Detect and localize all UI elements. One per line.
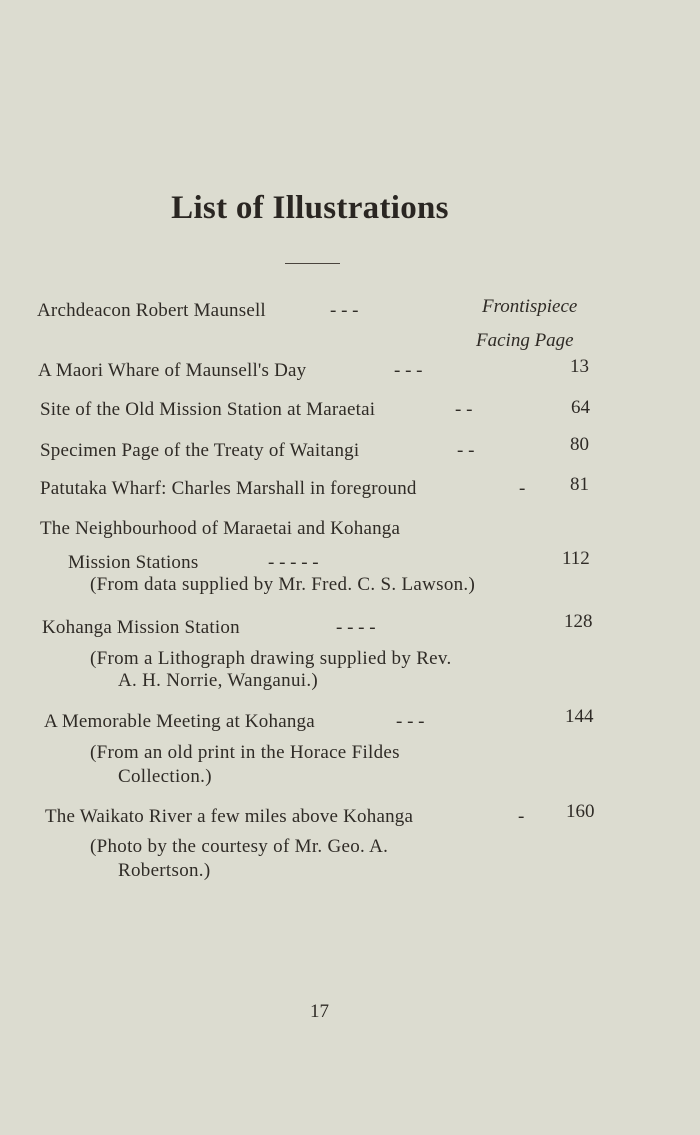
entry-dashes: - - - - xyxy=(336,617,376,638)
entry-page: 80 xyxy=(570,434,589,455)
entry-page: 112 xyxy=(562,548,590,569)
page-number: 17 xyxy=(310,1001,329,1022)
entry-title: Specimen Page of the Treaty of Waitangi xyxy=(40,440,360,461)
entry-dashes: - - - xyxy=(330,300,359,321)
entry-note: (Photo by the courtesy of Mr. Geo. A. xyxy=(90,836,389,857)
entry-title: Site of the Old Mission Station at Maraetai xyxy=(40,399,376,420)
entry-dashes: - - xyxy=(457,440,475,461)
entry-dashes: - xyxy=(519,478,526,499)
entry-title: Kohanga Mission Station xyxy=(42,617,240,638)
entry-title-continued: Mission Stations xyxy=(68,552,199,573)
entry-page: 144 xyxy=(565,706,594,727)
page-title: List of Illustrations xyxy=(171,190,449,226)
entry-title: The Neighbourhood of Maraetai and Kohanga xyxy=(40,518,401,539)
entry-dashes: - xyxy=(518,806,525,827)
entry-title: The Waikato River a few miles above Kohanga xyxy=(45,806,414,827)
entry-page: 128 xyxy=(564,611,593,632)
entry-dashes: - - - xyxy=(396,711,425,732)
entry-page: 81 xyxy=(570,474,589,495)
entry-title: A Memorable Meeting at Kohanga xyxy=(44,711,315,732)
entry-page: 13 xyxy=(570,356,589,377)
entry-note: (From an old print in the Horace Fildes xyxy=(90,742,400,763)
entry-note-continued: Robertson.) xyxy=(118,860,211,881)
title-rule xyxy=(285,263,340,264)
entry-page: 64 xyxy=(571,397,590,418)
entry-note-continued: A. H. Norrie, Wanganui.) xyxy=(118,670,319,691)
entry-title: Patutaka Wharf: Charles Marshall in foreground xyxy=(40,478,417,499)
entry-note: (From data supplied by Mr. Fred. C. S. Lawson.) xyxy=(90,574,476,595)
entry-page: 160 xyxy=(566,801,595,822)
entry-dashes: - - xyxy=(455,399,473,420)
entry-note: (From a Lithograph drawing supplied by Rev. xyxy=(90,648,452,669)
entry-dashes: - - - xyxy=(394,360,423,381)
frontispiece-label: Frontispiece xyxy=(482,296,578,317)
facing-page-label: Facing Page xyxy=(476,330,574,351)
entry-note-continued: Collection.) xyxy=(118,766,212,787)
entry-title: A Maori Whare of Maunsell's Day xyxy=(38,360,307,381)
entry-title-frontispiece: Archdeacon Robert Maunsell xyxy=(37,300,266,321)
entry-dashes: - - - - - xyxy=(268,552,319,573)
